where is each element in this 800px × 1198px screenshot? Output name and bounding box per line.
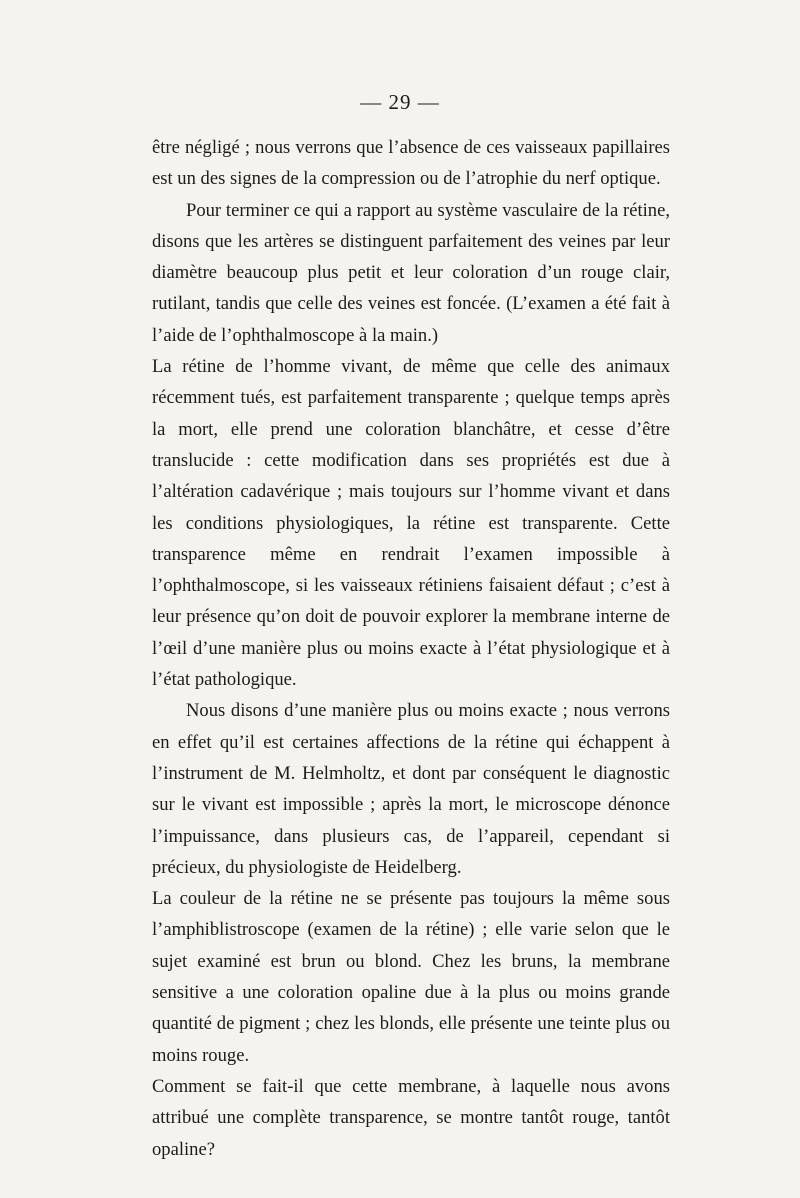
body-text bbox=[152, 132, 670, 1165]
paragraph-2: Pour terminer ce qui a rapport au système vasculaire de la rétine, disons que les artères se distinguent parfaitement des veines par leur diamètre beaucoup plus petit et leur coloration d’un rouge clair, rutilant, tandis que celle des veines est foncée. (L’examen a été fait à l’aide de l’ophthalmoscope à la main.) bbox=[152, 199, 670, 346]
paragraph-3: La rétine de l’homme vivant, de même que celle des animaux récemment tués, est parfaitement transparente ; quelque temps après la mort, elle prend une coloration blanchâtre, et cesse d’être translucide : cette modification dans ses propriétés est due à l’altération cadavérique ; mais toujours sur l’homme vivant et dans les conditions physiologiques, la rétine est transparente. Cette transparence même en rendrait l’examen impossible à l’ophthalmoscope, si les vaisseaux rétiniens faisaient défaut ; c’est à leur présence qu’on doit de pouvoir explorer la membrane interne de l’œil d’une manière plus ou moins exacte à l’état physiologique et à l’état pathologique. bbox=[152, 356, 670, 691]
paragraph-5: La couleur de la rétine ne se présente pas toujours la même sous l’amphiblistroscope (examen de la rétine) ; elle varie selon que le sujet examiné est brun ou blond. Chez les bruns, la membrane sensitive a une coloration opaline due à la plus ou moins grande quantité de pigment ; chez les blonds, elle présente une teinte plus ou moins rouge. bbox=[152, 888, 670, 1066]
paragraph-4: Nous disons d’une manière plus ou moins exacte ; nous verrons en effet qu’il est certaines affections de la rétine qui échappent à l’instrument de M. Helmholtz, et dont par conséquent le diagnostic sur le vivant est impossible ; après la mort, le microscope dénonce l’impuissance, dans plusieurs cas, de l’appareil, cependant si précieux, du physiologiste de Heidelberg. bbox=[152, 700, 670, 878]
paragraph-1: être négligé ; nous verrons que l’absence de ces vaisseaux papillaires est un des signes de la compression ou de l’atrophie du nerf optique. bbox=[152, 137, 670, 190]
paragraph-6: Comment se fait-il que cette membrane, à laquelle nous avons attribué une complète transparence, se montre tantôt rouge, tantôt opaline? bbox=[152, 1075, 670, 1160]
page-number-header: — 29 — bbox=[360, 90, 440, 114]
